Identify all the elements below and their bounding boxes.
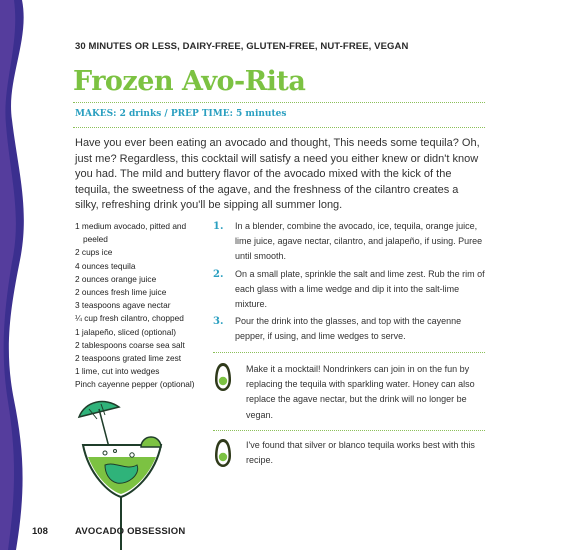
recipe-title: Frozen Avo-Rita: [73, 66, 306, 97]
decorative-wave: [0, 0, 60, 550]
book-title: AVOCADO OBSESSION: [75, 526, 186, 537]
recipe-tags: 30 MINUTES OR LESS, DAIRY-FREE, GLUTEN-FREE, NUT-FREE, VEGAN: [75, 41, 409, 52]
ingredient-item: 2 tablespoons coarse sea salt: [75, 339, 185, 350]
ingredients-list: [75, 220, 200, 392]
tip-box: [213, 438, 485, 468]
step-number: 1.: [213, 221, 224, 232]
ingredient-item: 4 ounces tequila: [75, 260, 136, 271]
ingredient-item: 2 cups ice: [75, 247, 113, 258]
ingredient-item: ¼ cup fresh cilantro, chopped: [75, 313, 184, 324]
tip-box: [213, 362, 485, 423]
step-item: [213, 267, 485, 313]
step-text: Pour the drink into the glasses, and top with the cayenne pepper, if using, and lime wedges to serve.: [235, 316, 462, 342]
ingredient-item: 2 ounces fresh lime juice: [75, 287, 167, 298]
ingredient-item: 2 ounces orange juice: [75, 273, 157, 284]
ingredient-item: 1 medium avocado, pitted and peeled: [75, 221, 187, 245]
ingredient-item: 3 teaspoons agave nectar: [75, 300, 171, 311]
step-number: 2.: [213, 268, 224, 280]
ingredient-item: 2 teaspoons grated lime zest: [75, 353, 182, 364]
steps-list: [213, 219, 485, 347]
recipe-intro: Have you ever been eating an avocado and thought, This needs some tequila? Oh, just me? Regardless, this cocktail will satisfy a need you either knew or didn't know you had. The mild and buttery flavor of the avocado mixed with the kick of the tequila, the sweetness of the agave, and the freshness of the cilantro creates a silky, refreshing drink you'll be sipping all summer long.: [75, 137, 480, 211]
ingredient-item: Pinch cayenne pepper (optional): [75, 379, 195, 390]
ingredient-item: 1 jalapeño, sliced (optional): [75, 326, 177, 337]
step-number: 3.: [213, 316, 224, 328]
step-text: On a small plate, sprinkle the salt and lime zest. Rub the rim of each glass with a lime wedge and dip it into the salt-lime mixture.: [235, 268, 485, 310]
avocado-icon: [213, 362, 233, 392]
ingredient-item: 1 lime, cut into wedges: [75, 366, 160, 377]
recipe-yield: MAKES: 2 drinks / PREP TIME: 5 minutes: [75, 109, 287, 119]
tip-text: I've found that silver or blanco tequila works best with this recipe.: [246, 440, 475, 466]
avocado-icon: [213, 438, 233, 468]
divider: [73, 127, 485, 128]
divider: [73, 102, 485, 103]
step-item: [213, 219, 485, 265]
divider: [213, 352, 485, 353]
step-item: [213, 314, 485, 344]
divider: [213, 430, 485, 431]
step-text: In a blender, combine the avocado, ice, tequila, orange juice, lime juice, agave nectar, cilantro, and jalapeño, if using. Puree until smooth.: [235, 221, 483, 262]
page-number: 108: [32, 526, 48, 537]
tip-text: Make it a mocktail! Nondrinkers can join in on the fun by replacing the tequila with sparkling water. Honey can also replace the agave nectar, but the drink will no longer be vegan.: [246, 364, 475, 420]
